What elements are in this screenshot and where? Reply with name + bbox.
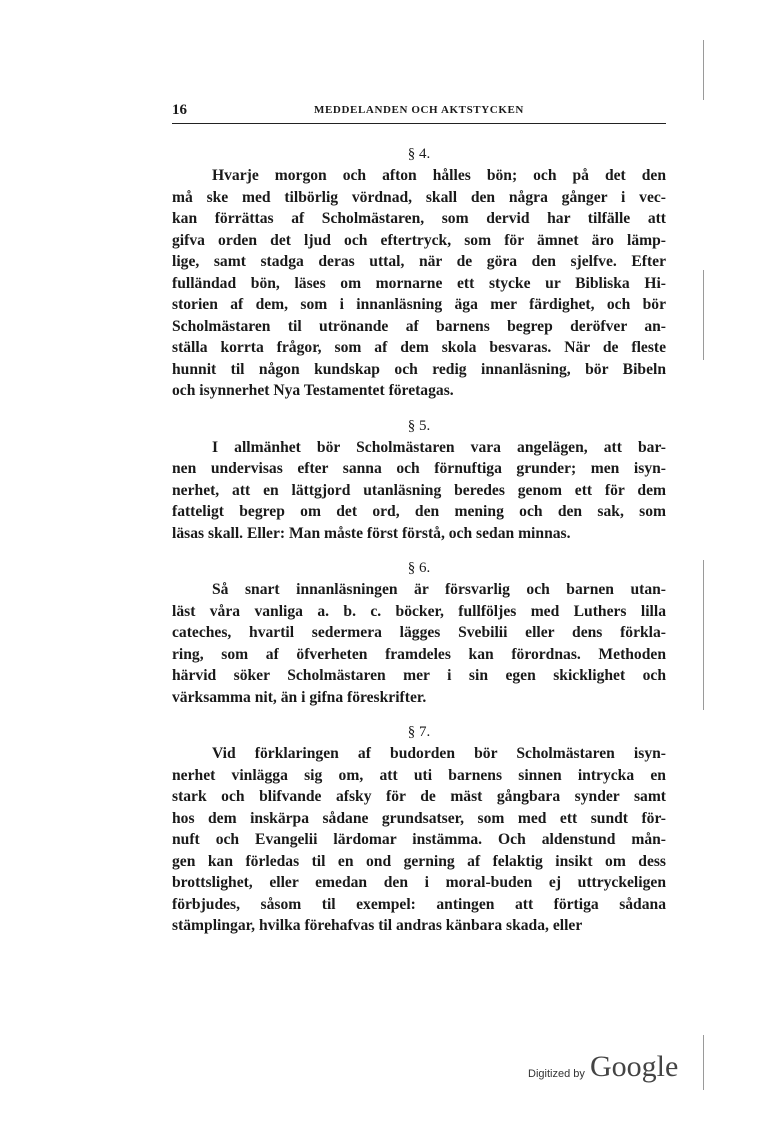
section <box>172 415 666 545</box>
text-line: nerhet, att en lättgjord utanläsning beredes genom ett för dem <box>172 481 666 499</box>
text-line: stämplingar, hvilka förehafvas til andras känbara skada, eller <box>172 917 583 934</box>
text-line: Så snart innanläsningen är försvarlig och barnen utan- <box>212 581 666 598</box>
section-number: § 6. <box>407 560 431 576</box>
text-line: värksamma nit, än i gifna föreskrifter. <box>172 688 427 706</box>
section-number: § 7. <box>407 724 431 740</box>
text-line: läsas skall. Eller: Man måste först förstå, och sedan minnas. <box>172 524 571 542</box>
running-head-title: MEDDELANDEN OCH AKTSTYCKEN <box>314 104 524 116</box>
text-line: må ske med tilbörlig vördnad, skall den några gånger i vec- <box>172 188 666 206</box>
text-line: hos dem inskärpa sådane grundsatser, som med ett sundt för- <box>172 809 666 827</box>
text-line: cateches, hvartil sedermera lägges Svebilii eller dens förkla- <box>172 624 666 641</box>
section-number: § 5. <box>407 417 431 434</box>
google-logo: Google <box>590 1050 679 1083</box>
section <box>172 143 666 402</box>
section <box>172 557 666 708</box>
text-line: nuft och Evangelii lärdomar instämma. Och aldenstund mån- <box>172 831 666 848</box>
body-text <box>172 143 666 937</box>
section <box>172 721 666 937</box>
text-line: läst våra vanliga a. b. c. böcker, fullföljes med Luthers lilla <box>172 602 666 620</box>
text-line: brottslighet, eller emedan den i moral-buden ej uttryckeligen <box>172 874 666 891</box>
text-line: lige, samt stadga deras uttal, när de göra den sjelfve. Efter <box>172 253 666 270</box>
text-line: I allmänhet bör Scholmästaren vara angelägen, att bar- <box>212 438 666 456</box>
text-line: fatteligt begrep om det ord, den mening och den sak, som <box>172 503 666 520</box>
scan-edge-line <box>703 270 704 360</box>
digitized-by-label: Digitized by <box>528 1068 585 1080</box>
text-line: och isynnerhet Nya Testamentet företagas. <box>172 382 454 399</box>
text-line: ring, som af öfverheten framdeles kan förordnas. Methoden <box>172 645 666 663</box>
running-head <box>172 102 666 122</box>
text-line: Hvarje morgon och afton hålles bön; och på det den <box>212 167 666 184</box>
text-line: storien af dem, som i innanläsning äga mer färdighet, och bör <box>172 296 666 313</box>
google-watermark <box>528 1050 688 1090</box>
scan-edge-line <box>703 560 704 710</box>
text-line: nerhet vinlägga sig om, att uti barnens sinnen intrycka en <box>172 766 666 784</box>
text-line: kan förrättas af Scholmästaren, som dervid har tilfälle att <box>172 210 666 227</box>
text-line: hunnit til någon kundskap och redig innanläsning, bör Bibeln <box>172 360 666 378</box>
text-line: ställa korrta frågor, som af dem skola besvaras. När de fleste <box>172 339 666 356</box>
text-line: stark och blifvande afsky för de mäst gångbara synder samt <box>172 788 666 805</box>
text-line: härvid söker Scholmästaren mer i sin egen skicklighet och <box>172 667 666 684</box>
text-line: Vid förklaringen af budorden bör Scholmästaren isyn- <box>212 745 666 762</box>
text-line: nen undervisas efter sanna och förnuftiga grunder; men isyn- <box>172 460 666 477</box>
text-line: Scholmästaren til utrönande af barnens begrep deröfver an- <box>172 317 666 335</box>
scan-edge-line <box>703 1035 704 1090</box>
header-rule <box>172 123 666 124</box>
section-number: § 4. <box>407 146 431 162</box>
page-number: 16 <box>172 102 187 118</box>
text-line: gifva orden det ljud och eftertryck, som för ämnet äro lämp- <box>172 231 666 249</box>
scan-edge-line <box>703 40 704 100</box>
text-line: fulländad bön, läses om mornarne ett stycke ur Bibliska Hi- <box>172 274 666 292</box>
text-line: förbjudes, såsom til exempel: antingen att förtiga sådana <box>172 895 666 913</box>
text-line: gen kan förledas til en ond gerning af felaktig insikt om dess <box>172 852 666 870</box>
